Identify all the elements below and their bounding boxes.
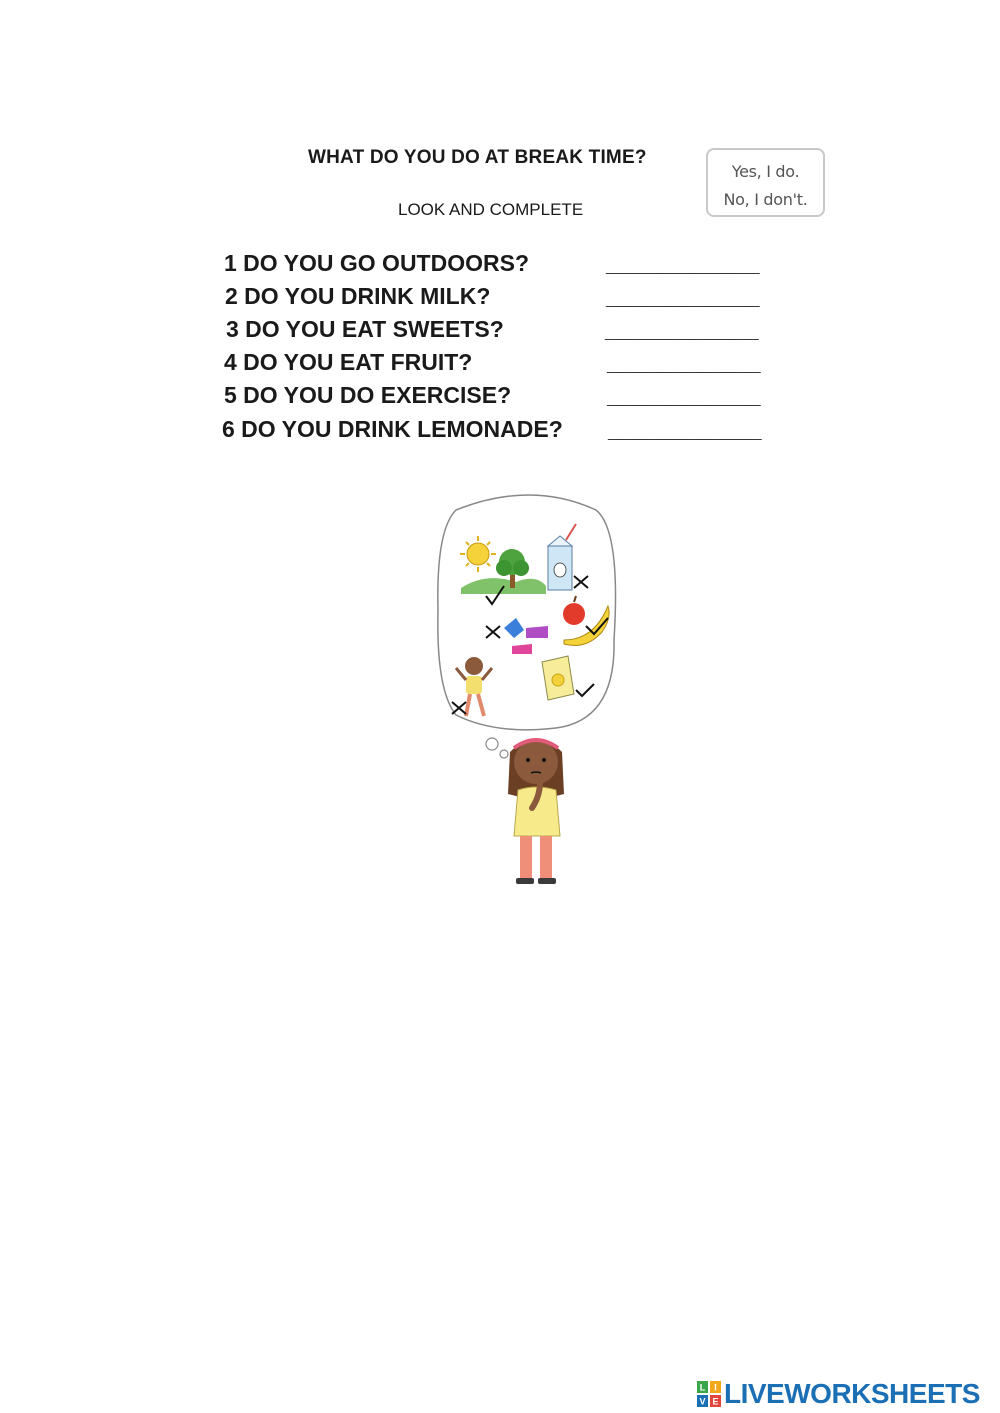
answer-blank[interactable]: ____________ — [607, 382, 761, 408]
answer-blank[interactable]: ____________ — [608, 416, 762, 442]
instruction: LOOK AND COMPLETE — [398, 200, 584, 219]
question-text: 1 DO YOU GO OUTDOORS? — [224, 250, 529, 276]
answer-blank[interactable]: ____________ — [606, 283, 760, 309]
answer-option-no: No, I don't. — [723, 190, 808, 209]
thought-bubble — [438, 495, 616, 730]
answer-options-box — [706, 148, 825, 217]
question-text: 5 DO YOU DO EXERCISE? — [224, 382, 512, 408]
question-1 — [224, 250, 760, 277]
logo-letter-l: L — [699, 1382, 706, 1393]
answer-blank[interactable]: ____________ — [605, 316, 759, 342]
question-text: 4 DO YOU EAT FRUIT? — [224, 349, 473, 375]
question-3 — [226, 316, 759, 343]
brand-wordmark: LIVEWORKSHEETS — [724, 1378, 980, 1409]
question-2 — [225, 283, 760, 310]
liveworksheets-logo — [697, 1377, 980, 1411]
answer-blank[interactable]: ____________ — [606, 250, 760, 276]
worksheet-title: WHAT DO YOU DO AT BREAK TIME? — [308, 147, 647, 168]
bubble-dot — [500, 750, 508, 758]
question-5 — [224, 382, 761, 409]
answer-blank[interactable]: ____________ — [607, 349, 761, 375]
question-4 — [224, 349, 761, 376]
logo-letter-v: V — [699, 1396, 706, 1407]
girl-thinking-illustration — [436, 490, 626, 890]
lemonade-glass-icon — [542, 656, 574, 700]
logo-letter-e: E — [712, 1396, 719, 1407]
question-text: 3 DO YOU EAT SWEETS? — [226, 316, 504, 342]
question-text: 2 DO YOU DRINK MILK? — [225, 283, 491, 309]
girl-figure — [508, 739, 564, 884]
answer-option-yes: Yes, I do. — [731, 162, 800, 181]
question-text: 6 DO YOU DRINK LEMONADE? — [222, 416, 563, 442]
liveworksheets-logo-mark-icon — [697, 1381, 721, 1407]
bubble-dot — [486, 738, 498, 750]
logo-letter-i: I — [714, 1382, 717, 1393]
question-6 — [222, 416, 762, 443]
